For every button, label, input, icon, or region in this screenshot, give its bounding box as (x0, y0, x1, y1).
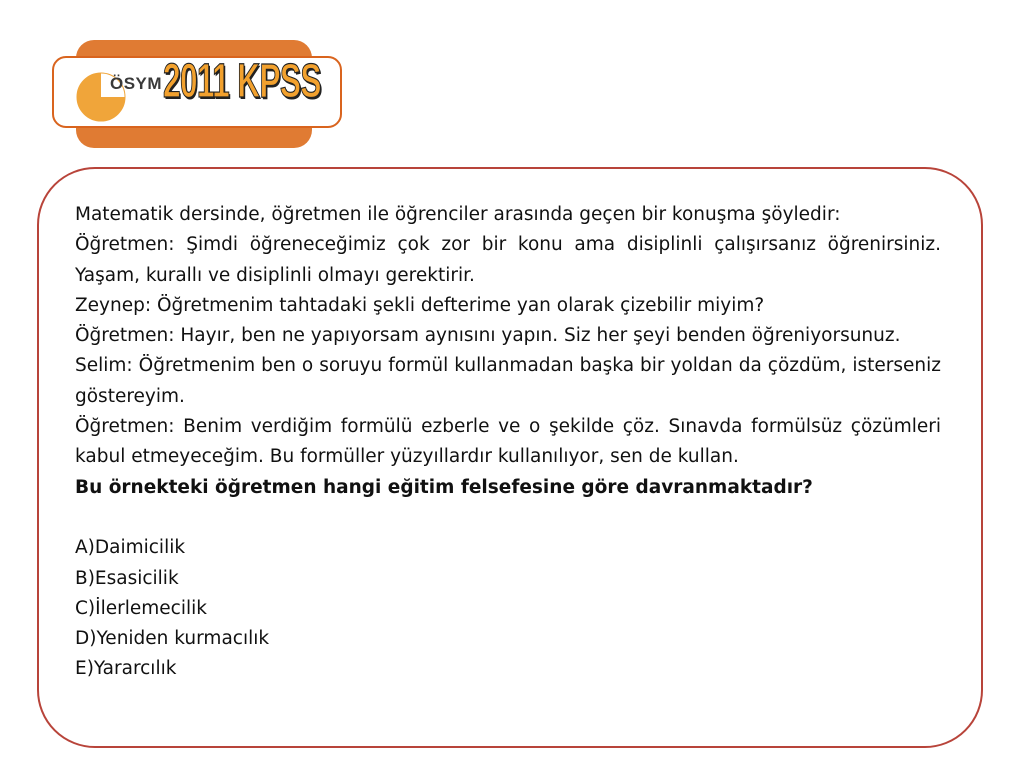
answer-option-e[interactable]: E)Yararcılık (75, 658, 177, 680)
dialogue-line: Selim: Öğretmenim ben o soruyu formül kullanmadan başka bir yoldan da çözdüm, isterseniz göstereyim. (75, 355, 941, 407)
spacer (75, 503, 941, 533)
answer-option-a[interactable]: A)Daimicilik (75, 537, 186, 559)
osym-brand-text: ÖSYM (110, 74, 163, 93)
question-body (75, 200, 941, 685)
dialogue-line: Öğretmen: Hayır, ben ne yapıyorsam aynısını yapın. Siz her şeyi benden öğreniyorsunuz. (75, 325, 901, 347)
answer-option-b[interactable]: B)Esasicilik (75, 567, 179, 589)
question-intro: Matematik dersinde, öğretmen ile öğrenciler arasında geçen bir konuşma şöyledir: (75, 204, 841, 225)
exam-title: 2011 KPSS (163, 55, 321, 108)
dialogue-line: Zeynep: Öğretmenim tahtadaki şekli defterime yan olarak çizebilir miyim? (75, 294, 765, 316)
dialogue-line: Öğretmen: Benim verdiğim formülü ezberle ve o şekilde çöz. Sınavda formülsüz çözümleri kabul etmeyeceğim. Bu formüller yüzyıllardır kullanılıyor, sen de kullan. (75, 416, 941, 468)
question-prompt: Bu örnekteki öğretmen hangi eğitim felsefesine göre davranmaktadır? (75, 476, 813, 498)
answer-option-c[interactable]: C)İlerlemecilik (75, 597, 207, 619)
answer-option-d[interactable]: D)Yeniden kurmacılık (75, 628, 270, 650)
dialogue-line: Öğretmen: Şimdi öğreneceğimiz çok zor bir konu ama disiplinli çalışırsanız öğrenirsiniz. Yaşam, kurallı ve disiplinli olmayı gerektirir. (75, 234, 941, 286)
